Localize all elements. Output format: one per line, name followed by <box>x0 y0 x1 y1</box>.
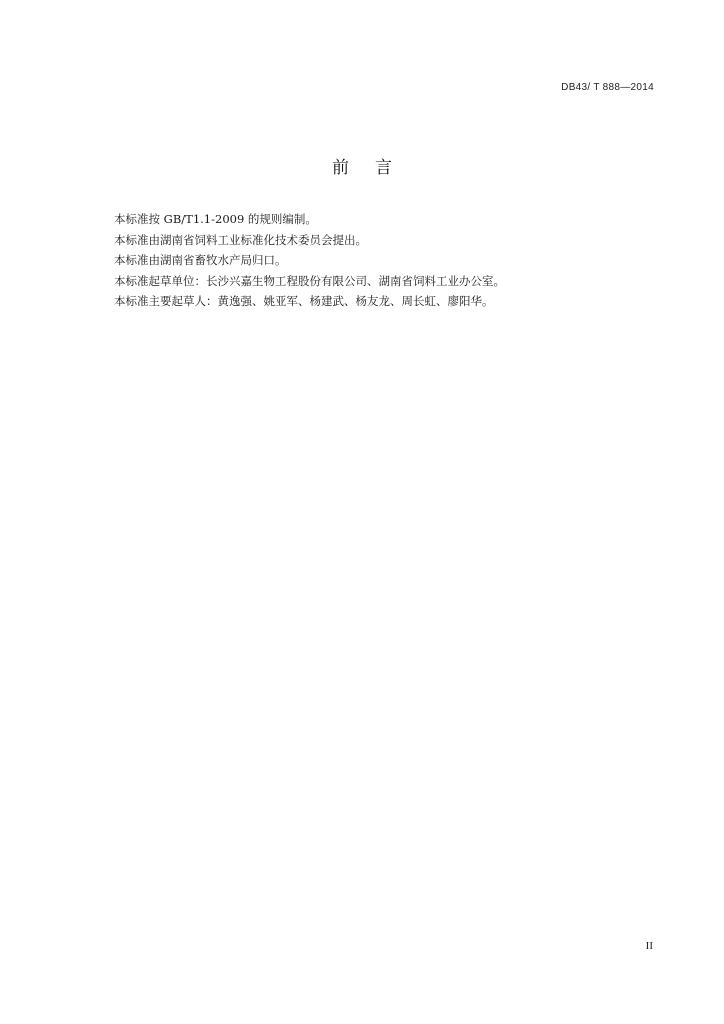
paragraph-main-drafters: 本标准主要起草人：黄逸强、姚亚军、杨建武、杨友龙、周长虹、廖阳华。 <box>114 294 494 308</box>
paragraph-administered-by: 本标准由湖南省畜牧水产局归口。 <box>114 253 287 267</box>
paragraph-drafting-units: 本标准起草单位：长沙兴嘉生物工程股份有限公司、湖南省饲料工业办公室。 <box>114 273 505 288</box>
standard-code: DB43/ T 888—2014 <box>561 82 654 93</box>
paragraph-proposed-by: 本标准由湖南省饲料工业标准化技术委员会提出。 <box>114 232 367 247</box>
foreword-body <box>114 209 654 312</box>
paragraph-drafting-rules: 本标准按 GB/T1.1-2009 的规则编制。 <box>114 212 317 226</box>
page-number: II <box>645 940 653 952</box>
page-title: 前言 <box>332 158 418 178</box>
